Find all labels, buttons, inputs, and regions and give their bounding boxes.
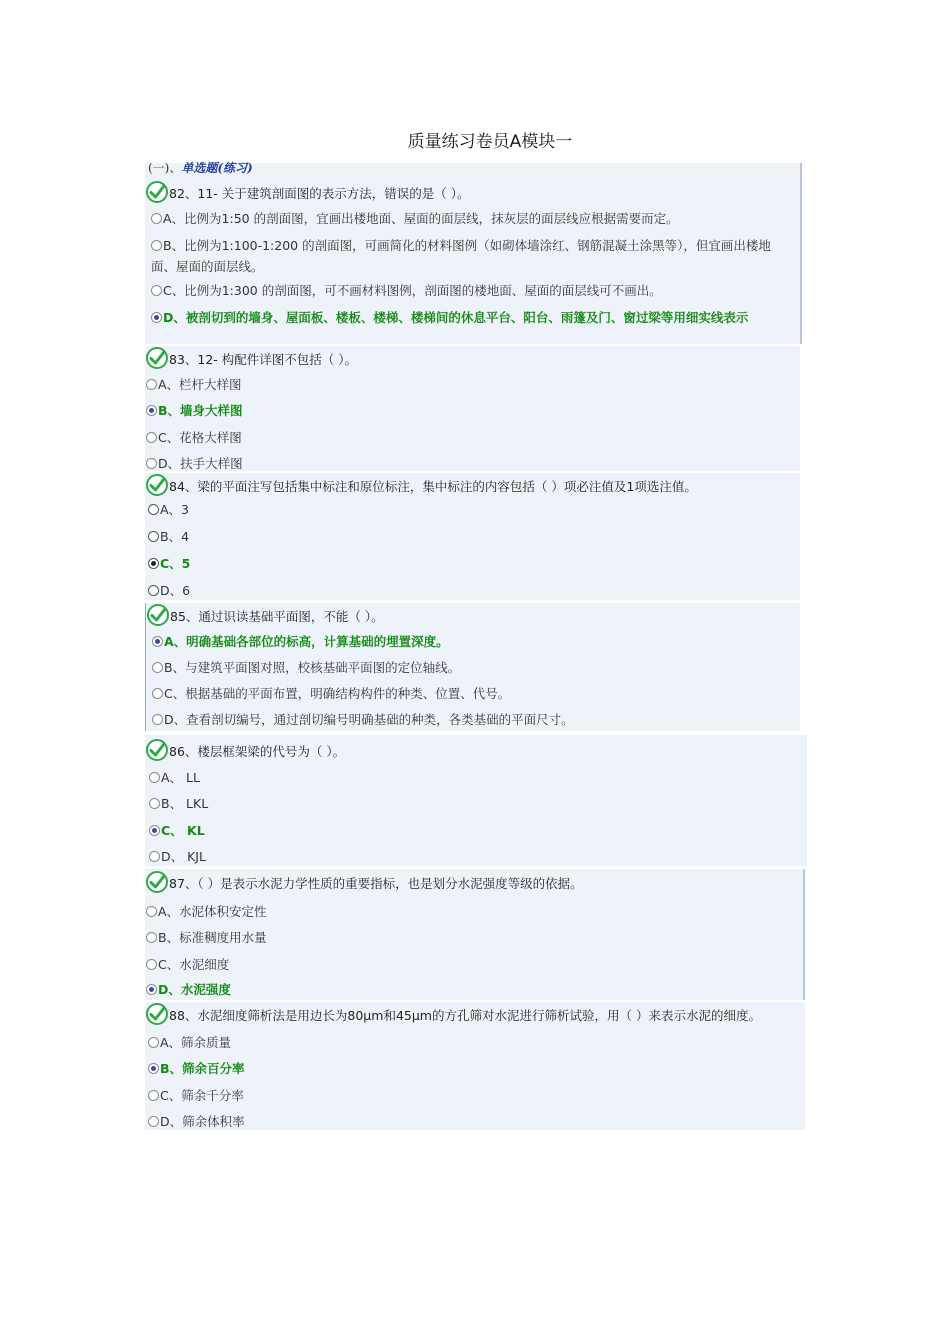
radio-button[interactable] — [148, 1090, 159, 1101]
radio-button[interactable] — [146, 959, 157, 970]
option-a[interactable]: A、筛余质量 — [148, 1033, 231, 1053]
question-block — [145, 603, 800, 731]
check-icon — [145, 180, 169, 204]
check-icon — [145, 870, 169, 894]
radio-button[interactable] — [146, 932, 157, 943]
radio-button[interactable] — [148, 1037, 159, 1048]
radio-button[interactable] — [148, 504, 159, 515]
radio-button[interactable] — [146, 906, 157, 917]
option-b[interactable]: B、 LKL — [149, 794, 208, 814]
radio-button[interactable] — [151, 213, 162, 224]
question-text: 88、水泥细度筛析法是用边长为80μm和45μm的方孔筛对水泥进行筛析试验，用（ ）来表示水泥的细度。 — [169, 1008, 761, 1023]
option-d[interactable]: D、被剖切到的墙身、屋面板、楼板、楼梯、楼梯间的休息平台、阳台、雨篷及门、窗过梁等用细实线表示 — [151, 307, 796, 344]
question-text: 82、11- 关于建筑剖面图的表示方法，错误的是（ ）。 — [169, 186, 470, 201]
radio-button[interactable] — [148, 531, 159, 542]
section-label — [148, 159, 253, 176]
radio-button[interactable] — [152, 714, 163, 725]
radio-button[interactable] — [151, 240, 162, 251]
check-icon — [145, 346, 169, 370]
option-a[interactable]: A、水泥体积安定性 — [146, 902, 267, 922]
radio-button[interactable] — [149, 772, 160, 783]
option-b[interactable]: B、与建筑平面图对照，校核基础平面图的定位轴线。 — [152, 658, 460, 678]
option-a[interactable]: A、比例为1:50 的剖面图，宜画出楼地面、屋面的面层线，抹灰层的面层线应根据需要而定。 — [151, 209, 679, 229]
radio-button[interactable] — [148, 585, 159, 596]
question-text: 87、（ ）是表示水泥力学性质的重要指标，也是划分水泥强度等级的依据。 — [169, 876, 583, 891]
option-b[interactable]: B、墙身大样图 — [146, 401, 243, 421]
check-icon — [145, 1002, 169, 1026]
option-c[interactable]: C、筛余千分率 — [148, 1086, 244, 1106]
option-b[interactable]: B、筛余百分率 — [148, 1059, 245, 1079]
radio-button[interactable] — [148, 1116, 159, 1127]
option-a[interactable]: A、3 — [148, 500, 189, 520]
option-c[interactable]: C、花格大样图 — [146, 428, 242, 448]
radio-button-selected[interactable] — [152, 636, 163, 647]
option-c[interactable]: C、根据基础的平面布置，明确结构构件的种类、位置、代号。 — [152, 684, 510, 704]
question-text: 83、12- 构配件详图不包括（ ）。 — [169, 352, 358, 367]
radio-button[interactable] — [152, 688, 163, 699]
section-name: 单选题(练习) — [181, 161, 253, 175]
question-block — [145, 1002, 805, 1130]
question-text: 85、通过识读基础平面图，不能（ ）。 — [170, 609, 384, 624]
radio-button-selected[interactable] — [149, 825, 160, 836]
radio-button[interactable] — [146, 379, 157, 390]
radio-button-selected[interactable] — [146, 405, 157, 416]
option-d[interactable]: D、筛余体积率 — [148, 1112, 245, 1132]
option-d[interactable]: D、查看剖切编号，通过剖切编号明确基础的种类，各类基础的平面尺寸。 — [152, 710, 574, 730]
option-c[interactable]: C、水泥细度 — [146, 955, 229, 975]
option-d[interactable]: D、水泥强度 — [146, 980, 231, 1000]
check-icon — [145, 738, 169, 762]
radio-button-selected[interactable] — [146, 984, 157, 995]
question-text: 86、楼层框架梁的代号为（ ）。 — [169, 744, 346, 759]
option-c[interactable]: C、 KL — [149, 821, 205, 841]
check-icon — [145, 473, 169, 497]
question-block — [145, 869, 805, 1000]
question-text: 84、梁的平面注写包括集中标注和原位标注，集中标注的内容包括（ ）项必注值及1项选注值。 — [169, 479, 697, 494]
option-c[interactable]: C、比例为1:300 的剖面图，可不画材料图例，剖面图的楼地面、屋面的面层线可不画出。 — [151, 281, 662, 301]
option-b[interactable]: B、4 — [148, 527, 189, 547]
radio-button[interactable] — [152, 662, 163, 673]
radio-button[interactable] — [146, 432, 157, 443]
option-c[interactable]: C、5 — [148, 554, 190, 574]
section-prefix: (一)、 — [148, 161, 182, 175]
page-title: 质量练习卷员A模块一 — [407, 132, 573, 152]
option-b[interactable]: B、标准稠度用水量 — [146, 928, 267, 948]
option-d[interactable]: D、6 — [148, 581, 190, 601]
radio-button-selected[interactable] — [148, 558, 159, 569]
option-a[interactable]: A、栏杆大样图 — [146, 375, 242, 395]
radio-button-selected[interactable] — [148, 1063, 159, 1074]
radio-button-selected[interactable] — [151, 312, 162, 323]
radio-button[interactable] — [149, 851, 160, 862]
question-block — [145, 473, 800, 600]
option-a[interactable]: A、明确基础各部位的标高，计算基础的埋置深度。 — [152, 632, 449, 652]
question-block — [145, 346, 800, 471]
radio-button[interactable] — [146, 458, 157, 469]
option-d[interactable]: D、扶手大样图 — [146, 454, 243, 471]
question-block — [145, 735, 807, 866]
option-a[interactable]: A、 LL — [149, 768, 200, 788]
option-b[interactable]: B、比例为1:100-1:200 的剖面图，可画简化的材料图例（如砌体墙涂红、钢筋混凝土涂黑等），但宜画出楼地面、屋面的面层线。 — [151, 238, 771, 274]
radio-button[interactable] — [151, 285, 162, 296]
radio-button[interactable] — [149, 798, 160, 809]
check-icon — [146, 603, 170, 627]
question-block — [145, 163, 802, 344]
option-d[interactable]: D、 KJL — [149, 847, 206, 867]
